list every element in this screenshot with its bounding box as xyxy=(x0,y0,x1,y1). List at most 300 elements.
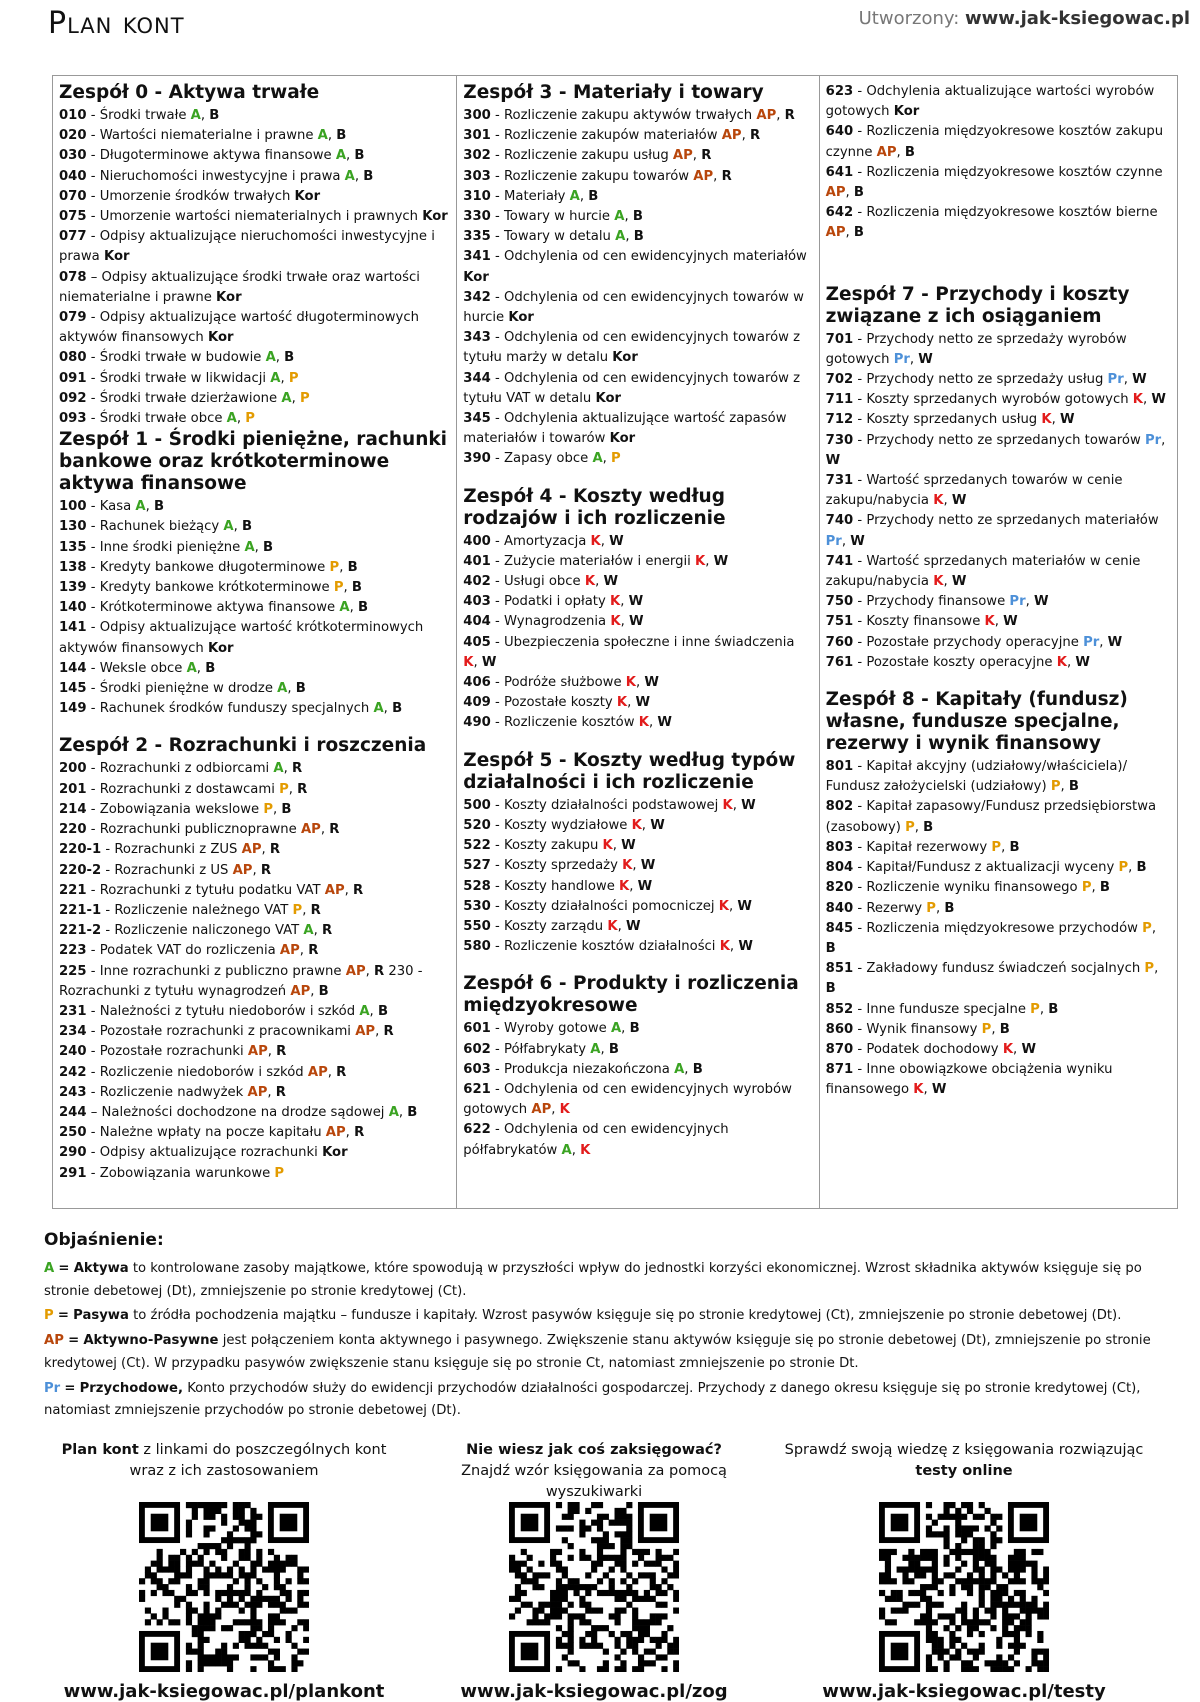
account-type-tag: W xyxy=(1060,412,1075,428)
qr-code-icon[interactable] xyxy=(879,1502,1049,1672)
account-entry: 242 - Rozliczenie niedoborów i szkód AP, R xyxy=(59,1064,347,1080)
account-entry: 852 - Inne fundusze specjalne P, B xyxy=(825,1001,1059,1017)
account-type-tag: W xyxy=(1003,614,1018,630)
account-type-tag: AP xyxy=(825,225,846,241)
promo-desc: Znajdź wzór księgowania za pomocą wyszukiwarki xyxy=(461,1463,727,1500)
account-code: 234 xyxy=(59,1024,87,1040)
account-entry xyxy=(463,288,811,328)
account-code: 840 xyxy=(825,900,854,916)
account-code: 711 xyxy=(825,392,854,408)
promo-text xyxy=(44,1440,404,1492)
account-code: 221 xyxy=(59,882,87,898)
account-type-tag: B xyxy=(1009,839,1020,855)
account-code: 802 xyxy=(825,799,854,815)
account-code: 010 xyxy=(59,108,87,123)
separator: - xyxy=(857,759,863,775)
account-type-tag: W xyxy=(603,574,619,590)
account-name: Odpisy aktualizujące nieruchomości inwestycyjne i prawa xyxy=(59,229,435,265)
account-code: 712 xyxy=(825,412,854,428)
account-entry: 220-1 - Rozrachunki z ZUS AP, R xyxy=(59,842,281,858)
account-name: Inne rozrachunki z publiczno prawne xyxy=(99,963,342,979)
account-type-tag: B xyxy=(629,1021,640,1037)
account-code: 342 xyxy=(463,289,491,305)
account-code: 730 xyxy=(825,432,854,448)
separator: - xyxy=(90,660,96,676)
account-type-tag: A xyxy=(265,350,276,366)
account-name: Kapitał/Fundusz z aktualizacji wyceny xyxy=(866,860,1115,876)
account-entry: 139 - Kredyty bankowe krótkoterminowe P, B xyxy=(59,580,362,596)
account-entry: 603 - Produkcja niezakończona A, B xyxy=(463,1061,703,1077)
account-entry: 330 - Towary w hurcie A, B xyxy=(463,209,643,225)
account-name: Rozliczenie niedoborów i szkód xyxy=(99,1064,304,1080)
legend-equals: = xyxy=(58,1261,70,1276)
account-type-tag: P xyxy=(279,781,289,797)
account-type-tag: A xyxy=(135,499,146,515)
separator: - xyxy=(90,1044,96,1060)
account-code: 528 xyxy=(463,878,491,894)
account-code: 301 xyxy=(463,128,491,144)
account-entry: 701 - Przychody netto ze sprzedaży wyrobów gotowych Pr, W xyxy=(825,331,1127,367)
separator: - xyxy=(857,372,863,388)
account-entry: 300 - Rozliczenie zakupu aktywów trwałych AP, R xyxy=(463,108,795,123)
legend-desc: jest połączeniem konta aktywnego i pasywnego. Zwiększenie stanu aktywów księguje się po stronie debetowej (Dt), zmniejszenie po stronie kredytowej (Ct). W przypadku pasywów zwiększenie stanu księguje się po stronie Ct, natomiast zmniejszenie po stronie Dt. xyxy=(44,1333,1151,1371)
account-type-tag: B xyxy=(263,539,274,555)
account-type-tag: K xyxy=(1056,654,1067,670)
separator: - xyxy=(90,620,96,636)
separator: - xyxy=(857,164,863,180)
separator: - xyxy=(495,918,500,934)
account-type-tag: AP xyxy=(876,144,897,160)
account-name: Podróże służbowe xyxy=(503,675,622,691)
account-type-tag: A xyxy=(614,209,625,225)
promo-bold: testy online xyxy=(915,1463,1013,1479)
account-code: 344 xyxy=(463,370,491,386)
legend-item xyxy=(44,1330,1179,1375)
separator: - xyxy=(105,923,111,939)
account-type-tag: A xyxy=(335,148,347,164)
separator: - xyxy=(90,943,96,959)
account-name: Przychody netto ze sprzedanych materiałów xyxy=(866,513,1159,529)
separator: - xyxy=(90,1145,96,1161)
separator: - xyxy=(857,920,863,936)
separator: - xyxy=(90,499,96,515)
account-name: Rozliczenie wyniku finansowego xyxy=(866,880,1078,896)
account-type-tag: A xyxy=(317,128,328,144)
promo-desc: z linkami do poszczególnych kont wraz z ich zastosowaniem xyxy=(129,1442,387,1479)
account-type-tag: K xyxy=(622,858,633,874)
account-type-tag: B xyxy=(1048,1001,1059,1017)
account-type-tag: B xyxy=(205,660,216,676)
account-code: 100 xyxy=(59,499,87,515)
account-code: 550 xyxy=(463,918,491,934)
account-name: Rozliczenie należnego VAT xyxy=(114,902,289,918)
account-type-tag: R xyxy=(701,148,712,164)
account-type-tag: R xyxy=(269,842,281,858)
separator: - xyxy=(495,1021,500,1037)
account-name: Zużycie materiałów i energii xyxy=(503,553,691,569)
account-code: 140 xyxy=(59,600,87,616)
account-entry: 801 - Kapitał akcyjny (udziałowy/właściciela)/ Fundusz założycielski (udziałowy) P, B xyxy=(825,759,1128,795)
account-type-tag: AP xyxy=(355,1024,376,1040)
account-entry: 400 - Amortyzacja K, W xyxy=(463,533,624,549)
separator: - xyxy=(90,209,96,225)
separator: - xyxy=(90,390,96,406)
account-entry: 225 - Inne rozrachunki z publiczno prawne AP, R 230 - Rozrachunki z tytułu wynagrodzeń AP, B xyxy=(59,963,423,999)
account-plan-grid xyxy=(52,75,1178,1209)
account-code: 091 xyxy=(59,370,87,386)
account-type-tag: W xyxy=(737,898,752,914)
account-name: Pozostałe koszty operacyjne xyxy=(866,654,1053,670)
account-entry: 030 - Długoterminowe aktywa finansowe A, B xyxy=(59,148,365,164)
account-name: Rozliczenie zakupu aktywów trwałych xyxy=(503,108,753,123)
account-type-tag: P xyxy=(1081,880,1092,896)
account-type-tag: K xyxy=(609,594,621,610)
account-entry xyxy=(463,328,811,368)
account-entry: 870 - Podatek dochodowy K, W xyxy=(825,1041,1036,1057)
account-type-tag: R xyxy=(310,902,321,918)
account-type-tag: Kor xyxy=(322,1145,348,1161)
legend-term: Pasywa xyxy=(73,1308,129,1324)
account-type-tag: B xyxy=(692,1061,703,1077)
account-type-tag: B xyxy=(1099,880,1110,896)
account-type-tag: B xyxy=(351,580,362,596)
legend-term: Aktywno-Pasywne xyxy=(83,1333,219,1349)
account-type-tag: AP xyxy=(324,882,345,898)
account-code: 145 xyxy=(59,681,87,697)
account-type-tag: R xyxy=(260,862,272,878)
group-title: Zespół 7 - Przychody i koszty związane z ich osiąganiem xyxy=(825,283,1130,327)
account-name: Koszty wydziałowe xyxy=(503,817,628,833)
account-type-tag: AP xyxy=(247,1084,268,1100)
separator: - xyxy=(495,148,500,164)
promo-bold: Nie wiesz jak coś zaksięgować? xyxy=(466,1442,722,1458)
qr-code-icon[interactable] xyxy=(139,1502,309,1672)
separator: - xyxy=(90,108,96,123)
account-entry: 550 - Koszty zarządu K, W xyxy=(463,918,641,934)
promo-url[interactable]: www.jak-ksiegowac.pl/testy xyxy=(822,1681,1106,1702)
account-type-tag: W xyxy=(626,918,641,934)
account-name: Należne wpłaty na pocze kapitału xyxy=(99,1125,322,1141)
separator: - xyxy=(495,229,500,245)
separator: - xyxy=(90,128,96,144)
account-type-tag: P xyxy=(1030,1001,1040,1017)
account-type-tag: Kor xyxy=(463,269,489,285)
separator: - xyxy=(90,168,96,184)
account-entry: 390 - Zapasy obce A, P xyxy=(463,451,621,467)
account-name: Zobowiązania wekslowe xyxy=(99,801,260,817)
account-code: 641 xyxy=(825,164,854,180)
account-type-tag: A xyxy=(388,1104,399,1120)
account-type-tag: B xyxy=(825,940,836,956)
account-code: 520 xyxy=(463,817,491,833)
account-code: 250 xyxy=(59,1125,87,1141)
account-entry: 409 - Pozostałe koszty K, W xyxy=(463,695,651,711)
account-code: 803 xyxy=(825,839,854,855)
account-entry: 405 - Ubezpieczenia społeczne i inne świadczenia K, W xyxy=(463,634,795,670)
account-type-tag: P xyxy=(926,900,936,916)
separator: - xyxy=(495,411,500,427)
account-name: Odpisy aktualizujące wartość długoterminowych aktywów finansowych xyxy=(59,310,419,346)
account-code: 401 xyxy=(463,553,491,569)
separator: - xyxy=(495,1122,500,1138)
account-name: Towary w detalu xyxy=(503,229,611,245)
separator: - xyxy=(857,205,863,221)
account-entry xyxy=(59,1143,449,1163)
account-entry: 711 - Koszty sprzedanych wyrobów gotowych K, W xyxy=(825,392,1166,408)
account-entry: 580 - Rozliczenie kosztów działalności K, W xyxy=(463,939,753,955)
account-type-tag: Kor xyxy=(216,289,242,305)
account-entry: 740 - Przychody netto ze sprzedanych materiałów Pr, W xyxy=(825,513,1159,549)
account-name: Podatki i opłaty xyxy=(503,594,606,610)
account-entry xyxy=(59,207,449,227)
account-type-tag: W xyxy=(609,533,624,549)
account-type-tag: Kor xyxy=(609,431,636,447)
account-name: Kapitał rezerwowy xyxy=(866,839,988,855)
account-type-tag: A xyxy=(592,451,603,467)
account-name: Koszty zarządu xyxy=(503,918,604,934)
separator: - xyxy=(495,797,500,813)
qr-code-icon[interactable] xyxy=(509,1502,679,1672)
separator: - xyxy=(495,594,500,610)
account-code: 701 xyxy=(825,331,854,347)
separator: - xyxy=(90,559,96,575)
account-type-tag: Kor xyxy=(612,350,638,366)
account-name: Rozliczenie naliczonego VAT xyxy=(114,923,300,939)
separator: - xyxy=(90,822,96,838)
account-name: Rachunek bieżący xyxy=(99,519,220,535)
group-title: Zespół 3 - Materiały i towary xyxy=(463,82,764,103)
account-name: Rozrachunki z dostawcami xyxy=(99,781,275,797)
account-code: 405 xyxy=(463,634,491,650)
account-name: Inne fundusze specjalne xyxy=(866,1001,1026,1017)
account-name: Odchylenia od cen ewidencyjnych półfabrykatów xyxy=(463,1122,729,1158)
separator: - xyxy=(495,168,500,184)
separator: - xyxy=(105,842,111,858)
account-entry: 200 - Rozrachunki z odbiorcami A, R xyxy=(59,761,303,777)
account-type-tag: P xyxy=(991,839,1002,855)
column-3 xyxy=(820,76,1177,1208)
account-code: 406 xyxy=(463,675,491,691)
separator: - xyxy=(90,539,96,555)
account-entry: 802 - Kapitał zapasowy/Fundusz przedsiębiorstwa (zasobowy) P, B xyxy=(825,799,1157,835)
account-entry: 761 - Pozostałe koszty operacyjne K, W xyxy=(825,654,1090,670)
account-entry: 221 - Rozrachunki z tytułu podatku VAT AP, R xyxy=(59,882,364,898)
account-name: Rozrachunki z US xyxy=(114,862,229,878)
account-type-tag: K xyxy=(1041,412,1052,428)
separator: - xyxy=(857,553,863,569)
account-type-tag: P xyxy=(245,411,255,427)
account-type-tag: R xyxy=(374,963,385,979)
account-name: Pozostałe przychody operacyjne xyxy=(866,634,1079,650)
account-code: 201 xyxy=(59,781,87,797)
account-type-tag: B xyxy=(999,1021,1010,1037)
account-type-tag: A xyxy=(610,1021,622,1037)
account-entry: 240 - Pozostałe rozrachunki AP, R xyxy=(59,1044,287,1060)
account-type-tag: K xyxy=(933,574,944,590)
account-code: 078 xyxy=(59,269,87,285)
account-code: 220 xyxy=(59,822,87,838)
account-code: 141 xyxy=(59,620,87,636)
account-code: 093 xyxy=(59,411,87,427)
separator: - xyxy=(495,939,500,955)
account-type-tag: A xyxy=(226,411,237,427)
separator: - xyxy=(857,1001,863,1017)
separator: - xyxy=(857,392,863,408)
account-type-tag: P xyxy=(1144,961,1155,977)
account-code: 214 xyxy=(59,801,87,817)
promo-tests xyxy=(784,1440,1144,1702)
account-name: Koszty działalności pomocniczej xyxy=(503,898,715,914)
separator: - xyxy=(90,701,96,717)
account-type-tag: P xyxy=(299,390,310,406)
account-type-tag: K xyxy=(625,675,637,691)
account-type-tag: AP xyxy=(307,1064,328,1080)
account-type-tag: AP xyxy=(300,822,321,838)
account-name: Wartość sprzedanych materiałów w cenie zakupu/nabycia xyxy=(825,553,1141,590)
account-code: 740 xyxy=(825,513,854,529)
account-type-tag: K xyxy=(607,918,618,934)
account-type-tag: AP xyxy=(825,185,846,201)
account-type-tag: R xyxy=(749,128,761,144)
created-site[interactable]: www.jak-ksiegowac.pl xyxy=(965,8,1190,29)
account-name: Rozliczenia międzyokresowe kosztów czynne xyxy=(866,164,1163,180)
account-code: 240 xyxy=(59,1044,87,1060)
created-label: Utworzony: xyxy=(858,8,960,29)
account-entry: 530 - Koszty działalności pomocniczej K, W xyxy=(463,898,752,914)
account-entry: 702 - Przychody netto ze sprzedaży usług Pr, W xyxy=(825,372,1147,388)
account-type-tag: W xyxy=(1132,372,1147,388)
separator: - xyxy=(857,839,863,855)
account-entry: 135 - Inne środki pieniężne A, B xyxy=(59,539,274,555)
account-type-tag: Pr xyxy=(1144,432,1162,448)
account-entry: 751 - Koszty finansowe K, W xyxy=(825,614,1018,630)
account-entry xyxy=(463,247,811,287)
account-type-tag: Pr xyxy=(1009,594,1026,610)
separator: - xyxy=(495,128,500,144)
account-code: 291 xyxy=(59,1165,87,1181)
account-name: Podatek dochodowy xyxy=(866,1041,999,1057)
account-name: Rozrachunki z tytułu podatku VAT xyxy=(99,882,321,898)
account-name: Odchylenia od cen ewidencyjnych wyrobów gotowych xyxy=(463,1081,792,1118)
account-code: 138 xyxy=(59,559,87,575)
column-2 xyxy=(457,76,819,1208)
separator: - xyxy=(857,614,863,630)
account-name: Koszty sprzedaży xyxy=(503,858,618,874)
account-entry xyxy=(59,227,449,267)
account-type-tag: W xyxy=(1021,1041,1036,1057)
account-name: Środki trwałe w budowie xyxy=(99,350,262,366)
account-code: 135 xyxy=(59,539,87,555)
account-type-tag: B xyxy=(357,600,369,616)
account-type-tag: Kor xyxy=(595,390,622,406)
separator: - xyxy=(857,594,863,610)
account-type-tag: K xyxy=(616,695,628,711)
account-type-tag: B xyxy=(853,225,864,241)
account-entry xyxy=(826,82,1170,122)
account-group xyxy=(463,750,811,958)
account-name: Podatek VAT do rozliczenia xyxy=(99,943,276,959)
account-name: Rachunek środków funduszy specjalnych xyxy=(99,701,370,717)
legend-term: Aktywa xyxy=(73,1261,129,1276)
account-name: Kasa xyxy=(99,499,132,515)
account-code: 870 xyxy=(825,1041,854,1057)
account-type-tag: P xyxy=(1142,920,1152,936)
account-name: Odchylenia od cen ewidencyjnych towarów z tytułu VAT w detalu xyxy=(463,370,801,406)
account-group xyxy=(463,82,811,470)
account-entry: 080 - Środki trwałe w budowie A, B xyxy=(59,350,295,366)
account-entry: 490 - Rozliczenie kosztów K, W xyxy=(463,715,672,731)
separator: - xyxy=(90,1003,96,1019)
legend-item xyxy=(44,1305,1179,1328)
separator: - xyxy=(90,882,96,898)
account-type-tag: Kor xyxy=(893,104,920,120)
account-type-tag: B xyxy=(241,519,253,535)
promo-url[interactable]: www.jak-ksiegowac.pl/plankont xyxy=(63,1681,385,1702)
account-code: 341 xyxy=(463,249,491,265)
account-code: 623 xyxy=(825,84,854,99)
account-name: Należności z tytułu niedoborów i szkód xyxy=(99,1003,356,1019)
account-name: Weksle obce xyxy=(99,660,183,676)
account-entry: 622 - Odchylenia od cen ewidencyjnych półfabrykatów A, K xyxy=(463,1122,729,1158)
separator: - xyxy=(495,574,500,590)
promo-url[interactable]: www.jak-ksiegowac.pl/zog xyxy=(460,1681,728,1702)
separator: - xyxy=(857,1041,863,1057)
account-type-tag: P xyxy=(333,580,344,596)
account-name: Usługi obce xyxy=(503,574,581,590)
account-type-tag: R xyxy=(329,822,340,838)
account-name: Amortyzacja xyxy=(503,533,587,549)
account-code: 310 xyxy=(463,188,491,204)
account-name: Wartość sprzedanych towarów w cenie zakupu/nabycia xyxy=(825,473,1123,509)
account-code: 741 xyxy=(825,553,854,569)
separator: - xyxy=(90,411,96,427)
account-type-tag: B xyxy=(633,229,644,245)
separator: - xyxy=(495,1081,500,1097)
separator: - xyxy=(857,860,863,876)
account-code: 603 xyxy=(463,1061,491,1077)
account-code: 200 xyxy=(59,761,87,777)
account-type-tag: AP xyxy=(693,168,714,184)
account-type-tag: W xyxy=(918,351,933,367)
account-type-tag: AP xyxy=(232,862,253,878)
account-type-tag: K xyxy=(580,1142,591,1158)
account-entry: 144 - Weksle obce A, B xyxy=(59,660,216,676)
group-title: Zespół 0 - Aktywa trwałe xyxy=(59,82,320,103)
separator: - xyxy=(90,310,96,326)
account-entry: 601 - Wyroby gotowe A, B xyxy=(463,1021,640,1037)
account-entry xyxy=(59,187,449,207)
account-type-tag: A xyxy=(674,1061,685,1077)
separator: - xyxy=(90,761,96,777)
separator: - xyxy=(495,108,500,123)
account-type-tag: R xyxy=(322,923,333,939)
account-name: Kapitał zapasowy/Fundusz przedsiębiorstwa (zasobowy) xyxy=(825,799,1157,835)
separator: - xyxy=(857,961,863,977)
account-entry: 760 - Pozostałe przychody operacyjne Pr, W xyxy=(825,634,1123,650)
separator: - xyxy=(857,880,863,896)
account-code: 030 xyxy=(59,148,87,164)
account-entry: 404 - Wynagrodzenia K, W xyxy=(463,614,644,630)
account-code: 300 xyxy=(463,108,491,123)
account-code: 149 xyxy=(59,701,87,717)
account-entry: 138 - Kredyty bankowe długoterminowe P, B xyxy=(59,559,358,575)
legend-desc: to kontrolowane zasoby majątkowe, które spowodują w przyszłości wpływ do jednostki korzyści ekonomicznej. Wzrost składnika aktywów księguje się po stronie debetowej (Dt), zmniejszenie po stronie kredytowej (Ct). xyxy=(44,1261,1142,1299)
account-code: 144 xyxy=(59,660,87,676)
separator: - xyxy=(495,614,500,630)
account-name: Odpisy aktualizujące rozrachunki xyxy=(99,1145,318,1161)
account-type-tag: W xyxy=(1075,654,1090,670)
account-name: Zobowiązania warunkowe xyxy=(99,1165,271,1181)
